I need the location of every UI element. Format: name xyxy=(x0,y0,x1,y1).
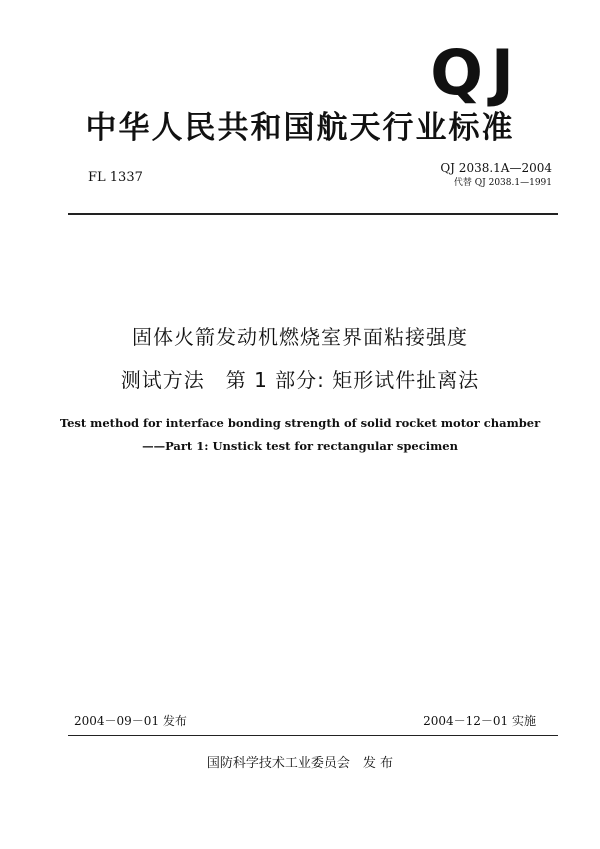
issue-date: 2004－09－01 发布 xyxy=(74,714,187,728)
title-english-line-2: ——Part 1: Unstick test for rectangular specimen xyxy=(142,439,458,453)
publisher: 国防科学技术工业委员会 发 布 xyxy=(206,756,394,771)
qj-logo: QJ xyxy=(430,36,522,109)
title-english-line-1: Test method for interface bonding strength of solid rocket motor chamber xyxy=(59,416,541,430)
standard-number: QJ 2038.1A—2004 xyxy=(440,161,552,175)
title-chinese-line-1: 固体火箭发动机燃烧室界面粘接强度 xyxy=(132,325,468,349)
standard-category-title: 中华人民共和国航天行业标准 xyxy=(85,110,515,146)
effective-date: 2004－12－01 实施 xyxy=(423,714,536,728)
header-divider xyxy=(68,213,558,215)
title-chinese-line-2: 测试方法 第 1 部分: 矩形试件扯离法 xyxy=(120,368,480,392)
footer-divider xyxy=(68,735,558,736)
replaces-standard: 代替 QJ 2038.1—1991 xyxy=(453,178,552,188)
classification-code: FL 1337 xyxy=(88,170,143,185)
